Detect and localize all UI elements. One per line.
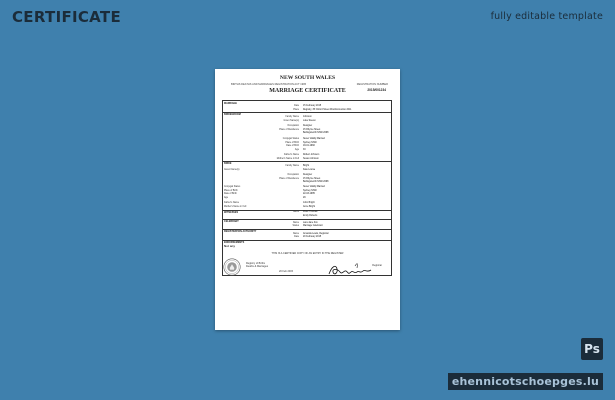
marriage-date-value: 15 February 2015 [303,105,322,107]
bride-dob-label: Date of Birth [224,193,237,195]
section-registration-heading: REGISTRATION AUTHORITY [224,229,257,233]
groom-age-label: Age [294,148,299,151]
groom-residence-value-2: Bellingsworth NSW 2098 [303,132,329,134]
groom-family-name-label: Family Name [285,116,299,118]
section-divider [223,161,391,162]
certificate-form [222,100,392,276]
registrar-name-value: Amanda Lewis, Registrar [303,232,329,235]
bride-given-name-label: Given Name(s) [224,168,240,171]
seal-icon [223,258,241,276]
seal-caption [246,262,268,268]
certified-copy-note: THIS IS A CERTIFIED COPY OF AN ENTRY IN THE REGISTER [271,252,344,255]
bride-birthplace-label: Place of Birth [224,189,238,192]
celebrant-status-label: Status [292,225,299,227]
signature-role: Registrar [372,264,382,267]
bride-occupation-value: Designer [303,174,313,176]
groom-occupation-label: Occupation [287,125,299,127]
bride-mother-label: Mother's Name in Full [224,205,247,208]
bride-occupation-label: Occupation [287,174,299,176]
groom-mother-label: Mother's Name in Full [276,157,299,160]
section-divider [223,112,391,113]
document-title: MARRIAGE CERTIFICATE [269,88,346,94]
section-divider [223,240,391,241]
groom-conjugal-label: Conjugal Status [282,138,299,140]
witness-name-label: Name [292,211,299,213]
section-bride-heading: BRIDE [224,162,232,165]
signature-icon [327,260,379,280]
groom-age-value: 33 [303,148,306,151]
bride-birthplace-value: Sydney NSW [303,189,317,192]
document-act-line: BIRTHS DEATHS AND MARRIAGES REGISTRATION ACT 1995 [231,83,307,86]
bride-mother-value: Anne Bright [303,205,316,208]
bride-residence-label: Place of Residence [279,177,299,180]
header-title: CERTIFICATE [12,8,122,26]
watermark-url: ehennicotschoepges.lu [448,373,603,390]
signed-date: 20 Feb 2015 [279,270,294,273]
groom-occupation-value: Designer [303,125,313,127]
section-bridegroom-heading: BRIDEGROOM [224,113,241,116]
bride-age-value: 29 [303,196,306,199]
section-celebrant-heading: CELEBRANT [224,220,239,223]
bride-age-label: Age [224,196,229,199]
bride-residence-value-2: Bellingsworth NSW 2098 [303,181,329,183]
certificate-document [215,69,400,330]
endorsements-value: Not any [224,244,236,248]
groom-father-label: Father's Name [284,154,299,156]
registrar-name-label: Name [292,232,299,235]
section-witnesses-heading: WITNESSES [224,210,239,214]
bride-residence-value: 15 Rhyme Street [303,177,321,180]
registration-date-label: Date [294,236,299,238]
bride-conjugal-value: Never Validly Married [303,186,325,188]
document-state: NEW SOUTH WALES [279,75,336,81]
groom-residence-label: Place of Residence [279,128,299,131]
section-marriage-heading: MARRIAGE [224,102,238,105]
bride-dob-value: 22-03-1985 [303,193,315,195]
celebrant-name-label: Name [292,221,299,224]
registration-number: 2015/001234 [367,88,386,92]
groom-given-name-value: Luke Steven [303,119,316,122]
groom-conjugal-value: Never Validly Married [303,138,325,140]
witness-2-value: Emily Roberts [303,214,318,217]
groom-mother-value: Susan Johnson [303,157,319,160]
registration-date-value: 20 February 2015 [303,236,322,238]
groom-dob-label: Date of Birth [286,145,299,147]
marriage-place-label: Place [293,108,299,111]
celebrant-status-value: Marriage Celebrant [303,225,323,227]
bride-family-name-label: Family Name [285,165,299,167]
marriage-date-label: Date [294,105,299,107]
photoshop-icon: Ps [581,338,603,360]
section-divider [223,219,391,220]
header-subtitle: fully editable template [490,11,603,22]
witness-1-value: Peter Thomas [303,211,318,213]
bride-father-value: John Bright [303,202,315,204]
seal-caption-line-1: Registry of Births [246,262,266,265]
marriage-place-value: Registry, 35 Oxford Street Woolloomooloo 2011 [303,108,352,111]
groom-family-name-value: Johnson [303,116,312,118]
bride-father-label: Father's Name [224,202,239,204]
bride-conjugal-label: Conjugal Status [224,186,241,188]
groom-residence-value: 15 Rhyme Street [303,128,321,131]
registration-label: REGISTRATION NUMBER [356,83,388,86]
groom-birthplace-value: Sydney NSW [303,141,317,144]
seal-caption-line-2: Deaths & Marriages [246,265,269,269]
bride-given-name-value: Kate Louise [303,168,316,171]
groom-father-value: Robert Johnson [303,154,320,156]
groom-dob-value: 18-01-1982 [303,145,315,147]
groom-birthplace-label: Place of Birth [285,141,299,144]
groom-given-name-label: Given Name(s) [283,119,299,122]
section-endorsements-heading: ENDORSEMENTS [224,240,245,244]
bride-family-name-value: Bright [303,165,310,167]
celebrant-name-value: Lara Jane Fox [303,221,318,224]
